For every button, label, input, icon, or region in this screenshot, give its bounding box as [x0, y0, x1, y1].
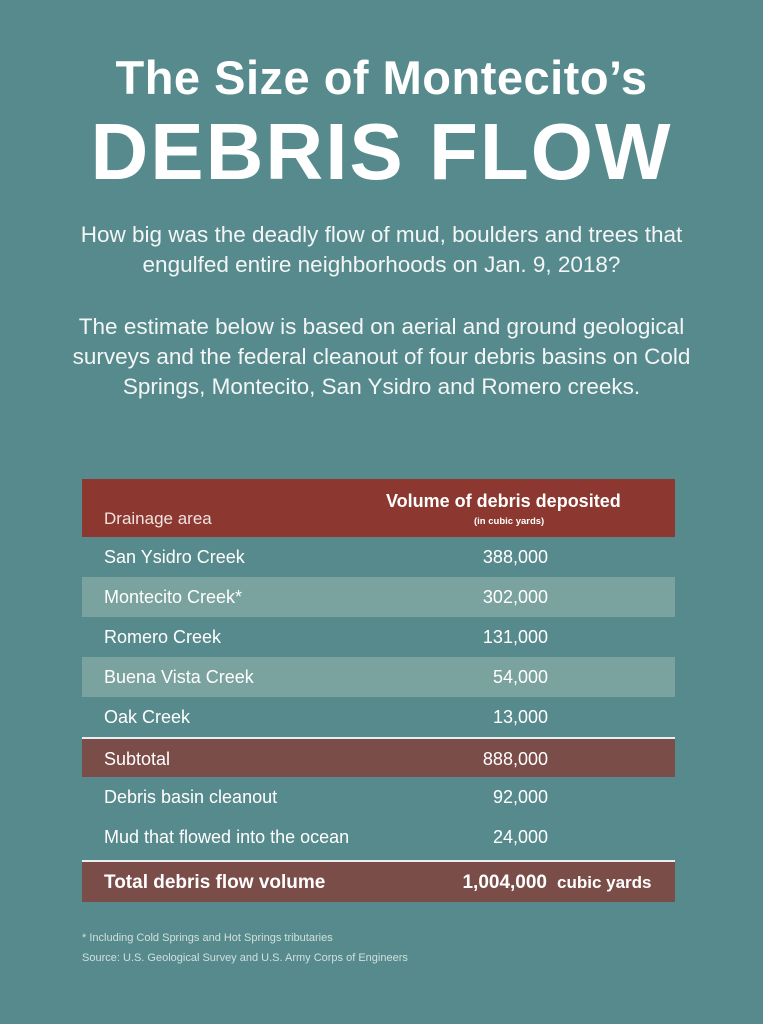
- total-label: Total debris flow volume: [104, 872, 326, 893]
- debris-table: [82, 479, 675, 902]
- row-label: Montecito Creek*: [104, 587, 243, 607]
- page-title: The Size of Montecito’s: [115, 51, 648, 104]
- row-label: Buena Vista Creek: [104, 667, 254, 687]
- total-value: 1,004,000: [462, 872, 547, 893]
- table-row: [82, 817, 675, 857]
- table-header: [82, 479, 675, 537]
- row-value: 13,000: [492, 707, 548, 727]
- table-row: [82, 537, 675, 577]
- row-value: 92,000: [492, 787, 548, 807]
- subtotal-row: [82, 737, 675, 777]
- row-label: Debris basin cleanout: [104, 787, 278, 807]
- row-label: Mud that flowed into the ocean: [104, 827, 350, 847]
- subtotal-value: 888,000: [482, 749, 548, 769]
- table-row: [82, 777, 675, 817]
- intro-question: How big was the deadly flow of mud, boulders and trees that engulfed entire neighborhoods on Jan. 9, 2018?: [80, 222, 683, 277]
- row-label: San Ysidro Creek: [104, 547, 245, 567]
- column-header-area: Drainage area: [104, 509, 212, 528]
- row-value: 302,000: [482, 587, 548, 607]
- column-header-unit: (in cubic yards): [474, 516, 545, 527]
- table-row: [82, 657, 675, 697]
- row-value: 131,000: [482, 627, 548, 647]
- intro-estimate: The estimate below is based on aerial and ground geological surveys and the federal cleanout of four debris basins on Cold Springs, Montecito, San Ysidro and Romero creeks.: [72, 314, 691, 399]
- subtotal-label: Subtotal: [104, 749, 171, 769]
- intro-text: [60, 220, 703, 402]
- row-label: Oak Creek: [104, 707, 191, 727]
- row-value: 54,000: [492, 667, 548, 687]
- footnotes: [82, 928, 408, 968]
- footnote-tributaries: * Including Cold Springs and Hot Springs tributaries: [82, 932, 333, 944]
- table-row: [82, 617, 675, 657]
- row-value: 388,000: [482, 547, 548, 567]
- total-unit: cubic yards: [557, 873, 652, 892]
- footnote-source: Source: U.S. Geological Survey and U.S. Army Corps of Engineers: [82, 952, 408, 964]
- row-label: Romero Creek: [104, 627, 222, 647]
- page-title-main: DEBRIS FLOW: [90, 107, 673, 196]
- table-row: [82, 577, 675, 617]
- column-header-volume: Volume of debris deposited: [386, 491, 621, 511]
- row-value: 24,000: [492, 827, 548, 847]
- total-row: [82, 860, 675, 902]
- table-row: [82, 697, 675, 737]
